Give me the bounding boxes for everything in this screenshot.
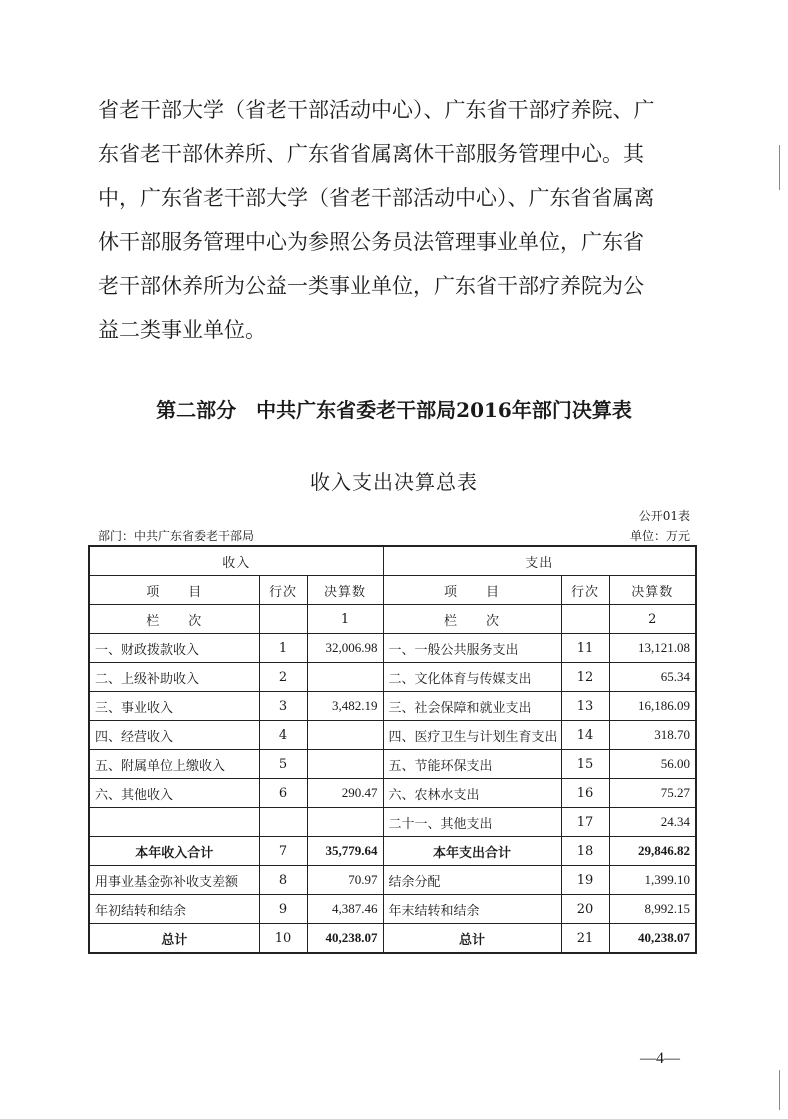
income-line <box>259 808 307 837</box>
expense-item: 总计 <box>383 924 561 954</box>
paragraph-line: 老干部休养所为公益一类事业单位，广东省干部疗养院为公 <box>98 274 644 298</box>
income-item: 总计 <box>89 924 259 954</box>
income-item: 用事业基金弥补收支差额 <box>89 866 259 895</box>
expense-item: 年末结转和结余 <box>383 895 561 924</box>
table-title: 收入支出决算总表 <box>310 470 478 494</box>
expense-amount: 24.34 <box>609 808 696 837</box>
income-item: 二、上级补助收入 <box>89 663 259 692</box>
income-item: 六、其他收入 <box>89 779 259 808</box>
income-line: 8 <box>259 866 307 895</box>
amount-header: 决算数 <box>609 576 696 605</box>
expense-amount: 13,121.08 <box>609 634 696 663</box>
income-amount: 70.97 <box>307 866 383 895</box>
income-line: 10 <box>259 924 307 954</box>
empty-cell <box>259 605 307 634</box>
unit-label: 单位：万元 <box>629 529 690 543</box>
expense-line: 16 <box>561 779 609 808</box>
income-item: 本年收入合计 <box>89 837 259 866</box>
paragraph-line: 休干部服务管理中心为参照公务员法管理事业单位，广东省 <box>98 230 644 254</box>
income-line: 5 <box>259 750 307 779</box>
income-amount: 290.47 <box>307 779 383 808</box>
page-number: —4— <box>640 1050 680 1067</box>
expense-amount: 8,992.15 <box>609 895 696 924</box>
income-line: 6 <box>259 779 307 808</box>
income-amount: 3,482.19 <box>307 692 383 721</box>
expense-line: 12 <box>561 663 609 692</box>
expense-line: 17 <box>561 808 609 837</box>
expense-item: 二、文化体育与传媒支出 <box>383 663 561 692</box>
income-amount <box>307 663 383 692</box>
table-column-index-row <box>89 605 696 634</box>
paragraph-line: 益二类事业单位。 <box>98 318 266 342</box>
expense-line: 15 <box>561 750 609 779</box>
income-amount: 40,238.07 <box>307 924 383 954</box>
expense-amount: 318.70 <box>609 721 696 750</box>
income-item: 年初结转和结余 <box>89 895 259 924</box>
expense-amount: 65.34 <box>609 663 696 692</box>
table-row <box>89 634 696 663</box>
income-header: 收入 <box>89 546 383 576</box>
expense-line: 20 <box>561 895 609 924</box>
column-label: 栏 次 <box>383 605 561 634</box>
income-amount: 35,779.64 <box>307 837 383 866</box>
table-row <box>89 808 696 837</box>
expense-header: 支出 <box>383 546 696 576</box>
income-amount <box>307 750 383 779</box>
expense-amount: 16,186.09 <box>609 692 696 721</box>
form-code: 公开01表 <box>638 509 690 523</box>
item-header: 项 目 <box>89 576 259 605</box>
expense-line: 21 <box>561 924 609 954</box>
table-row <box>89 924 696 954</box>
table-row <box>89 750 696 779</box>
expense-item: 六、农林水支出 <box>383 779 561 808</box>
income-line: 3 <box>259 692 307 721</box>
section-title: 第二部分 中共广东省委老干部局2016年部门决算表 <box>156 398 632 422</box>
income-item: 一、财政拨款收入 <box>89 634 259 663</box>
paragraph-line: 省老干部大学（省老干部活动中心）、广东省干部疗养院、广 <box>98 98 655 122</box>
expense-item: 一、一般公共服务支出 <box>383 634 561 663</box>
empty-cell <box>561 605 609 634</box>
income-item <box>89 808 259 837</box>
table-row <box>89 721 696 750</box>
table-row <box>89 663 696 692</box>
column-index: 2 <box>609 605 696 634</box>
expense-line: 13 <box>561 692 609 721</box>
item-header: 项 目 <box>383 576 561 605</box>
income-amount: 32,006.98 <box>307 634 383 663</box>
intro-paragraph <box>98 88 698 352</box>
income-line: 7 <box>259 837 307 866</box>
income-line: 4 <box>259 721 307 750</box>
expense-item: 本年支出合计 <box>383 837 561 866</box>
income-item: 五、附属单位上缴收入 <box>89 750 259 779</box>
amount-header: 决算数 <box>307 576 383 605</box>
income-item: 四、经营收入 <box>89 721 259 750</box>
expense-amount: 29,846.82 <box>609 837 696 866</box>
scan-artifact <box>779 145 780 190</box>
table-row <box>89 692 696 721</box>
expense-line: 11 <box>561 634 609 663</box>
income-expense-table <box>88 545 697 954</box>
income-amount <box>307 721 383 750</box>
table-row <box>89 866 696 895</box>
expense-item: 五、节能环保支出 <box>383 750 561 779</box>
expense-amount: 75.27 <box>609 779 696 808</box>
expense-amount: 40,238.07 <box>609 924 696 954</box>
expense-item: 二十一、其他支出 <box>383 808 561 837</box>
table-subheader-row <box>89 576 696 605</box>
expense-amount: 1,399.10 <box>609 866 696 895</box>
paragraph-line: 中，广东省老干部大学（省老干部活动中心）、广东省省属离 <box>98 186 655 210</box>
line-header: 行次 <box>561 576 609 605</box>
column-label: 栏 次 <box>89 605 259 634</box>
income-item: 三、事业收入 <box>89 692 259 721</box>
table-row <box>89 837 696 866</box>
expense-amount: 56.00 <box>609 750 696 779</box>
income-line: 2 <box>259 663 307 692</box>
department-label: 部门：中共广东省委老干部局 <box>98 529 255 543</box>
income-amount <box>307 808 383 837</box>
expense-line: 14 <box>561 721 609 750</box>
column-index: 1 <box>307 605 383 634</box>
income-line: 1 <box>259 634 307 663</box>
income-line: 9 <box>259 895 307 924</box>
expense-item: 四、医疗卫生与计划生育支出 <box>383 721 561 750</box>
paragraph-line: 东省老干部休养所、广东省省属离休干部服务管理中心。其 <box>98 142 644 166</box>
scan-artifact <box>779 1070 780 1110</box>
expense-item: 结余分配 <box>383 866 561 895</box>
income-amount: 4,387.46 <box>307 895 383 924</box>
expense-line: 18 <box>561 837 609 866</box>
table-row <box>89 779 696 808</box>
expense-item: 三、社会保障和就业支出 <box>383 692 561 721</box>
table-row <box>89 895 696 924</box>
expense-line: 19 <box>561 866 609 895</box>
line-header: 行次 <box>259 576 307 605</box>
table-header-row <box>89 546 696 576</box>
